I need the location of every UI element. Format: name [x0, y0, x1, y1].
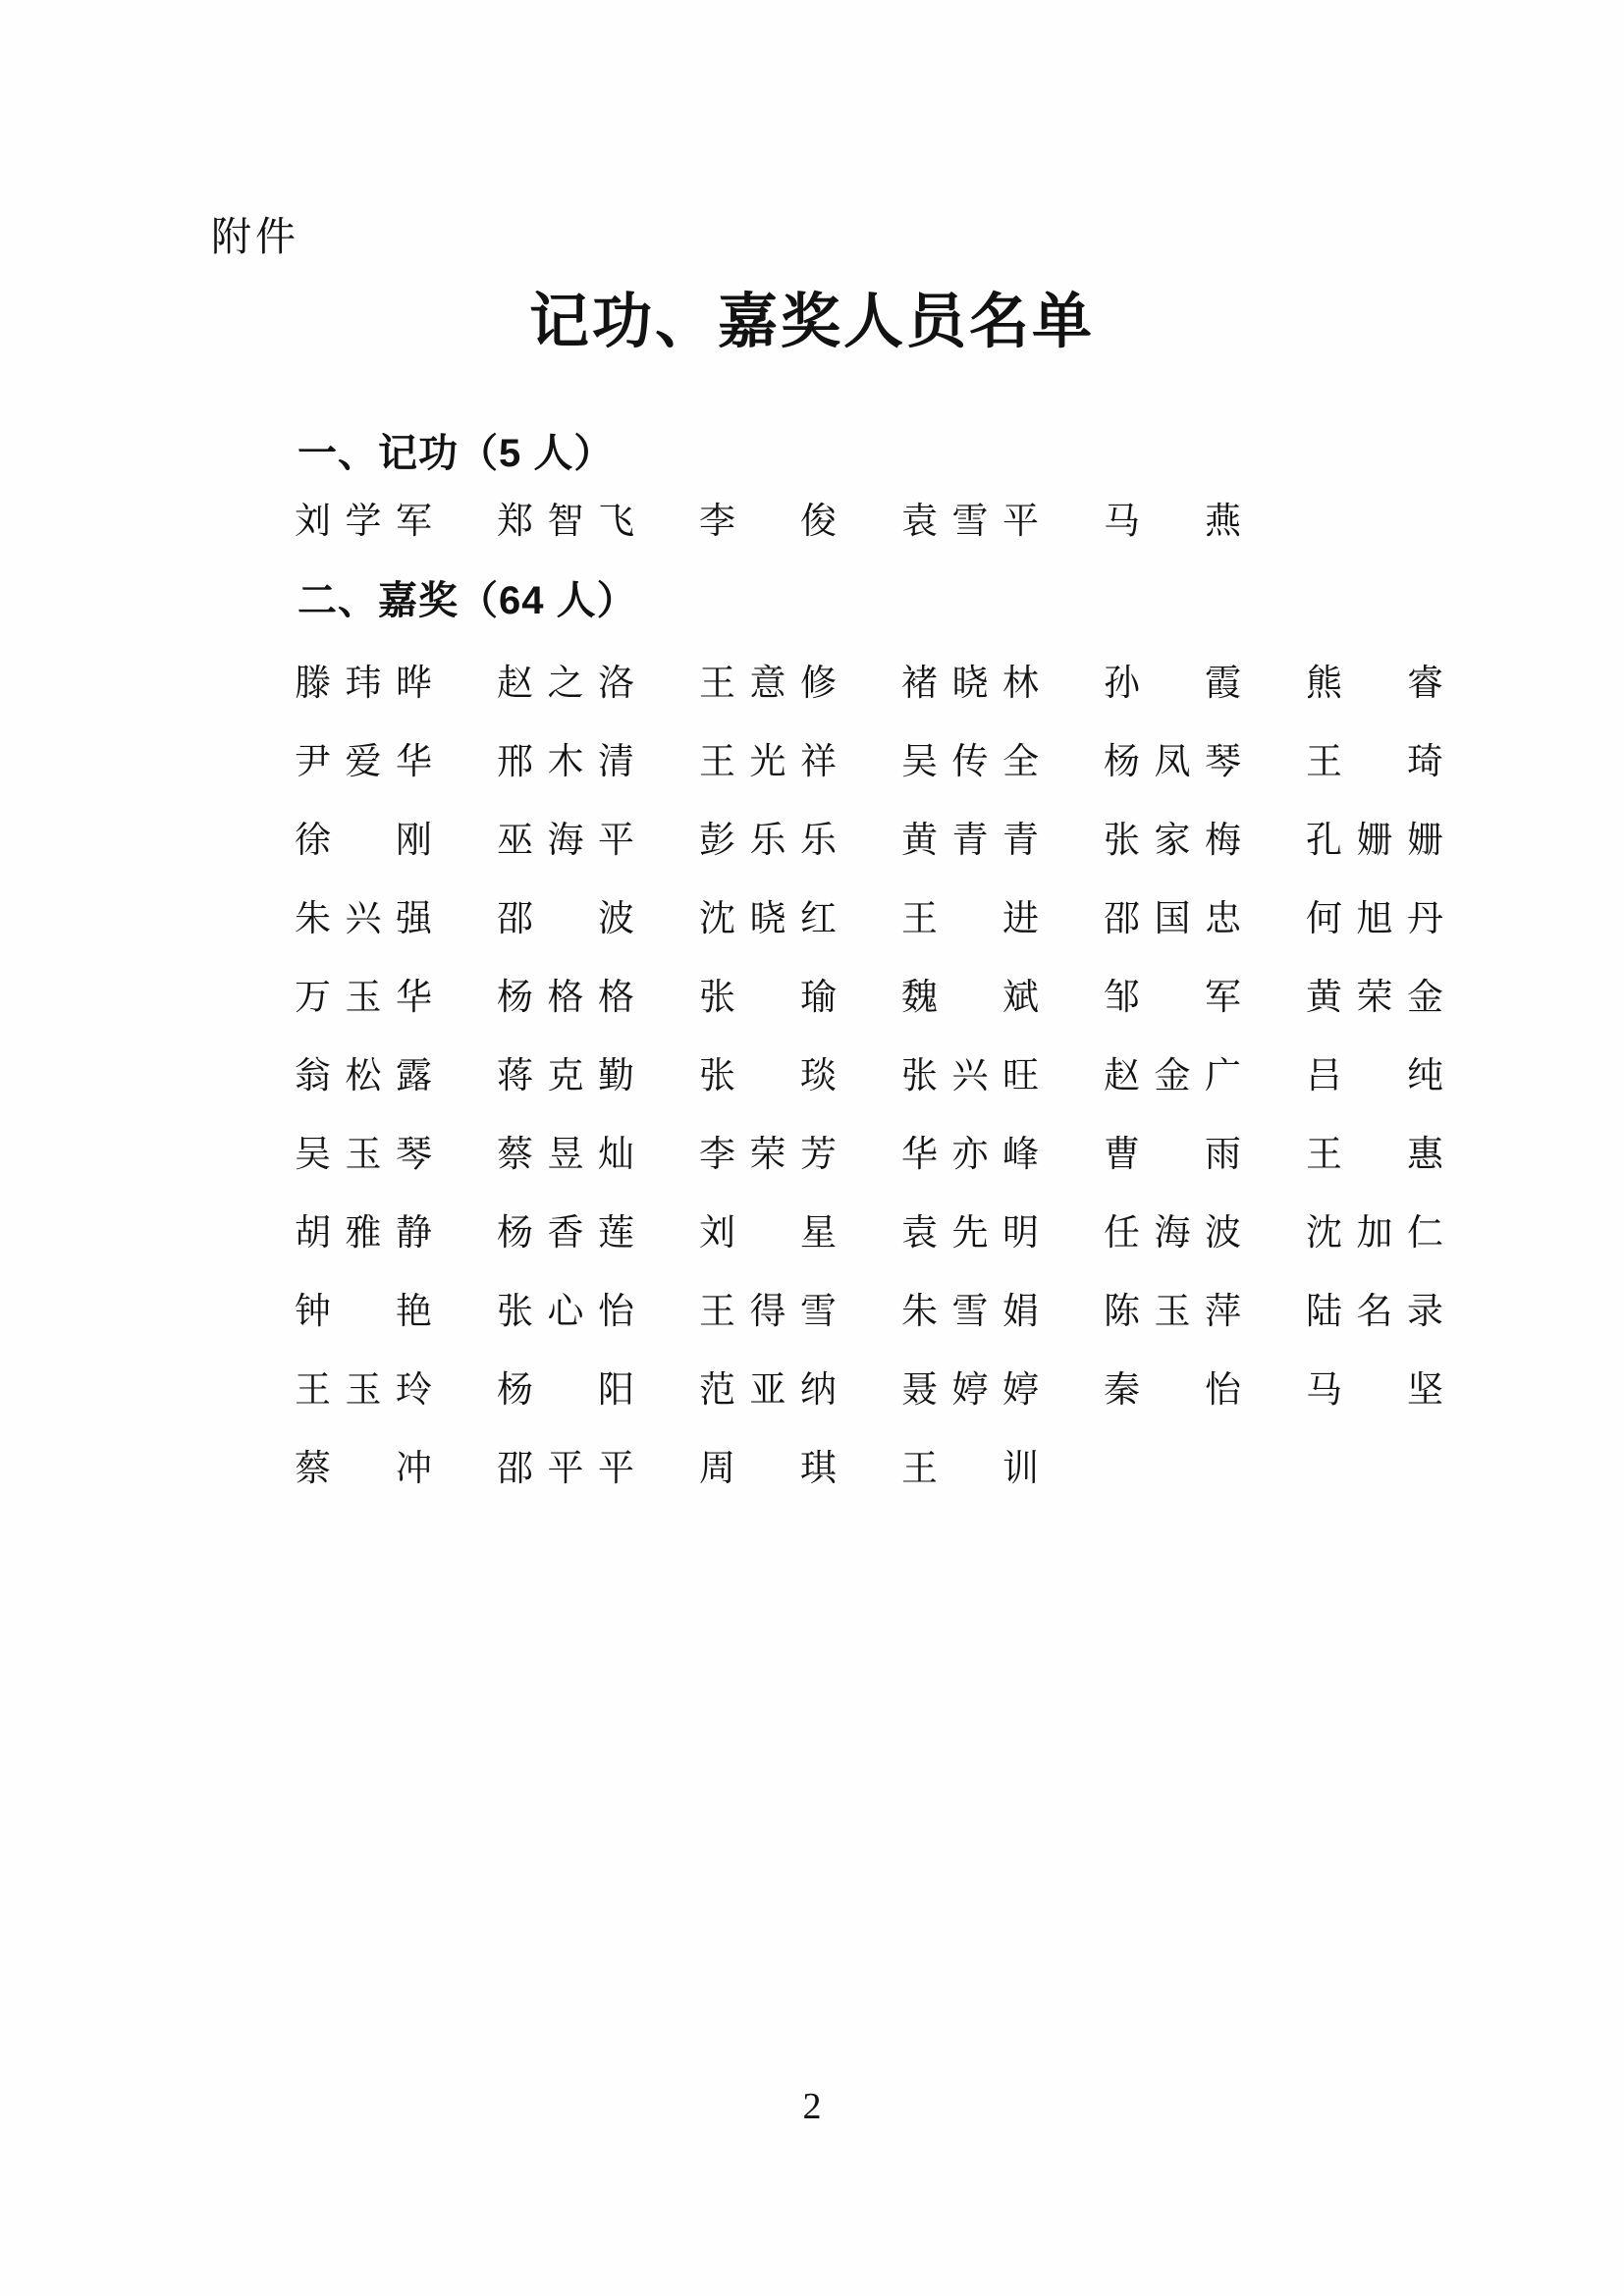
person-name: 彭乐乐: [699, 821, 837, 861]
person-name: 万玉华: [295, 978, 432, 1018]
name-row: [295, 664, 1443, 705]
person-name: 王意修: [699, 664, 837, 704]
person-name: 李荣芳: [699, 1135, 837, 1175]
person-name: 李 俊: [699, 502, 837, 542]
person-name: 何旭丹: [1306, 899, 1443, 939]
person-name: 邵国忠: [1104, 899, 1241, 939]
person-name: 王 琦: [1306, 742, 1443, 782]
document-title: 记功、嘉奖人员名单: [528, 290, 1095, 355]
person-name: 孔姗姗: [1306, 821, 1443, 861]
person-name: 黄荣金: [1306, 978, 1443, 1018]
name-row: [295, 899, 1443, 940]
person-name: 张兴旺: [901, 1056, 1039, 1096]
person-name: 杨格格: [497, 978, 634, 1018]
person-name: 邢木清: [497, 742, 634, 782]
person-name: 沈加仁: [1306, 1213, 1443, 1254]
person-name: 吕 纯: [1306, 1056, 1443, 1096]
person-name: 孙 霞: [1104, 664, 1241, 704]
section-jiajiang-heading: 二、嘉奖（64 人）: [298, 579, 637, 622]
page-number: 2: [802, 2086, 822, 2127]
person-name: 马 燕: [1104, 502, 1241, 542]
person-name: 范亚纳: [699, 1370, 837, 1411]
person-name: 滕玮晔: [295, 664, 432, 704]
person-name: 朱雪娟: [901, 1292, 1039, 1332]
person-name: 华亦峰: [901, 1135, 1039, 1175]
attachment-label: 附件: [211, 214, 299, 259]
person-name: 邵 波: [497, 899, 634, 939]
name-row: [295, 1135, 1443, 1176]
person-name: 郑智飞: [497, 502, 634, 542]
person-name: 赵金广: [1104, 1056, 1241, 1096]
person-name: 张 瑜: [699, 978, 837, 1018]
person-name: 张心怡: [497, 1292, 634, 1332]
person-name: 褚晓林: [901, 664, 1039, 704]
person-name: 刘学军: [295, 502, 432, 542]
person-name: 聂婷婷: [901, 1370, 1039, 1411]
person-name: 曹 雨: [1104, 1135, 1241, 1175]
person-name: 邵平平: [497, 1449, 634, 1489]
jigong-name-grid: [295, 502, 1241, 580]
person-name: 张 琰: [699, 1056, 837, 1096]
name-row: [295, 1056, 1443, 1097]
person-name: 钟 艳: [295, 1292, 432, 1332]
person-name: 杨凤琴: [1104, 742, 1241, 782]
name-row: [295, 1213, 1443, 1255]
person-name: 王 进: [901, 899, 1039, 939]
name-row: [295, 742, 1443, 783]
person-name: 马 坚: [1306, 1370, 1443, 1411]
person-name: 胡雅静: [295, 1213, 432, 1254]
person-name: 杨香莲: [497, 1213, 634, 1254]
person-name: 王光祥: [699, 742, 837, 782]
person-name: 王得雪: [699, 1292, 837, 1332]
person-name: 刘 星: [699, 1213, 837, 1254]
person-name: 徐 刚: [295, 821, 432, 861]
person-name: 魏 斌: [901, 978, 1039, 1018]
person-name: 蒋克勤: [497, 1056, 634, 1096]
name-row: [295, 1370, 1443, 1412]
person-name: 杨 阳: [497, 1370, 634, 1411]
person-name: 任海波: [1104, 1213, 1241, 1254]
person-name: 朱兴强: [295, 899, 432, 939]
person-name: 王 惠: [1306, 1135, 1443, 1175]
person-name: 巫海平: [497, 821, 634, 861]
person-name: 蔡 冲: [295, 1449, 432, 1489]
name-row: [295, 821, 1443, 862]
person-name: 袁雪平: [901, 502, 1039, 542]
person-name: 王玉玲: [295, 1370, 432, 1411]
person-name: 邹 军: [1104, 978, 1241, 1018]
person-name: 张家梅: [1104, 821, 1241, 861]
name-row: [295, 1292, 1443, 1333]
person-name: 王 训: [901, 1449, 1039, 1489]
name-row: [295, 1449, 1443, 1490]
person-name: 陈玉萍: [1104, 1292, 1241, 1332]
person-name: 熊 睿: [1306, 664, 1443, 704]
person-name: 尹爱华: [295, 742, 432, 782]
person-name: 秦 怡: [1104, 1370, 1241, 1411]
name-row: [295, 502, 1241, 543]
section-jigong-heading: 一、记功（5 人）: [298, 432, 615, 475]
person-name: 袁先明: [901, 1213, 1039, 1254]
person-name: 赵之洛: [497, 664, 634, 704]
name-row: [295, 978, 1443, 1019]
person-name: 吴传全: [901, 742, 1039, 782]
person-name: 吴玉琴: [295, 1135, 432, 1175]
jiajiang-name-grid: [295, 664, 1443, 1527]
person-name: 沈晓红: [699, 899, 837, 939]
person-name: 翁松露: [295, 1056, 432, 1096]
person-name: 周 琪: [699, 1449, 837, 1489]
person-name: 蔡昱灿: [497, 1135, 634, 1175]
person-name: 黄青青: [901, 821, 1039, 861]
person-name: 陆名录: [1306, 1292, 1443, 1332]
